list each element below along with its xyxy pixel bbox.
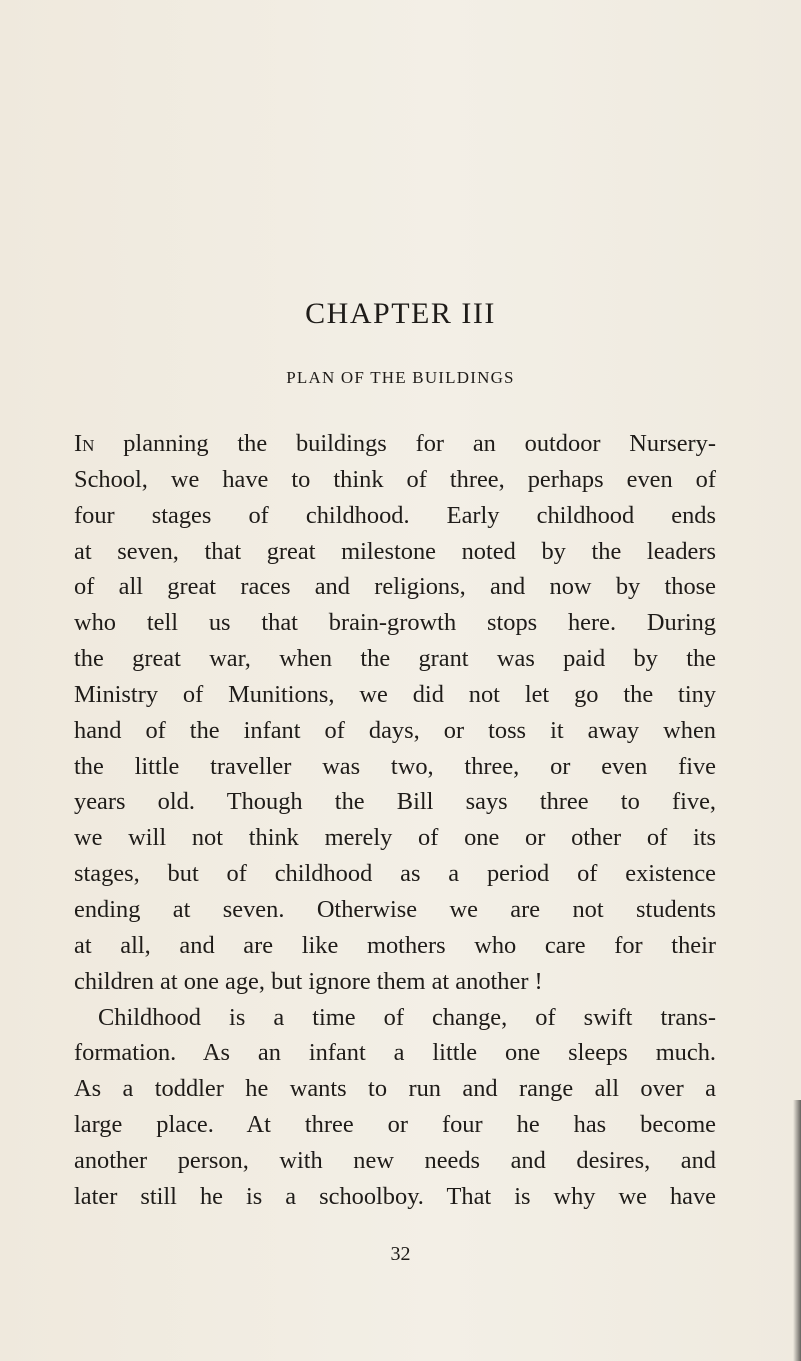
page-edge-shadow — [793, 1100, 801, 1361]
text-line-1 — [74, 426, 716, 462]
text-line-13: stages, but of childhood as a period of existence — [74, 860, 716, 888]
text-line-8: Ministry of Munitions, we did not let go the tiny — [74, 680, 716, 708]
text-line-12: we will not think merely of one or other of its — [74, 824, 716, 852]
text-line-15: at all, and are like mothers who care for their — [74, 931, 716, 959]
chapter-title: CHAPTER III — [305, 297, 496, 330]
text-line-19: As a toddler he wants to run and range all over a — [74, 1075, 716, 1103]
text-line-20: large place. At three or four he has become — [74, 1111, 716, 1139]
text-line-2: School, we have to think of three, perhaps even of — [74, 465, 716, 493]
text-line-6: who tell us that brain-growth stops here. During — [74, 609, 716, 637]
text-line-4: at seven, that great milestone noted by the leaders — [74, 537, 716, 565]
text-line-5: of all great races and religions, and now by those — [74, 573, 716, 601]
text-line-10: the little traveller was two, three, or even five — [74, 752, 716, 780]
text-line-11: years old. Though the Bill says three to five, — [74, 788, 716, 816]
text-line-17: Childhood is a time of change, of swift trans- — [98, 1003, 716, 1031]
text-line-14: ending at seven. Otherwise we are not students — [74, 895, 716, 923]
chapter-subtitle: PLAN OF THE BUILDINGS — [286, 368, 515, 387]
text-line-9: hand of the infant of days, or toss it away when — [74, 716, 716, 744]
text-line-22: later still he is a schoolboy. That is why we have — [74, 1182, 716, 1210]
text-line-16: children at one age, but ignore them at another ! — [74, 967, 543, 995]
text-line-3: four stages of childhood. Early childhood ends — [74, 501, 716, 529]
page-number: 32 — [390, 1243, 411, 1265]
chapter-text — [74, 426, 716, 1215]
text-line-18: formation. As an infant a little one sleeps much. — [74, 1039, 716, 1067]
text-line-21: another person, with new needs and desires, and — [74, 1146, 716, 1174]
text-line-1-rest: planning the buildings for an outdoor Nursery- — [123, 430, 716, 457]
text-line-7: the great war, when the grant was paid by the — [74, 645, 716, 673]
lead-word: In — [74, 430, 95, 457]
